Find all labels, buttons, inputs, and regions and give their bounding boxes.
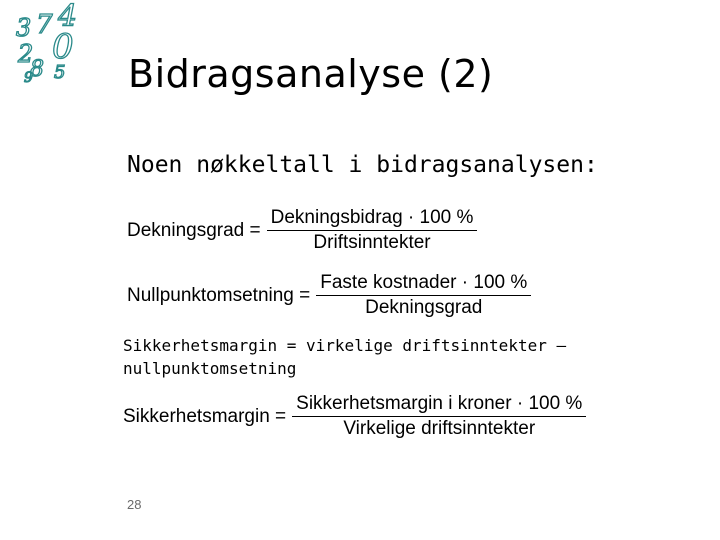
formula-fraction [292,393,586,440]
page-number: 28 [127,497,142,512]
logo-digit: 2 [18,40,34,68]
formula-lhs: Dekningsgrad = [127,219,261,241]
slide-title: Bidragsanalyse (2) [128,52,494,96]
formula-fraction [267,207,478,254]
logo-digit: 4 [58,2,78,34]
logo-digit: 3 [16,14,32,42]
intro-text: Noen nøkkeltall i bidragsanalysen: [127,152,598,178]
formula-sikkerhetsmargin [123,393,586,440]
formula-lhs: Sikkerhetsmargin = [123,405,287,427]
logo-digit: 7 [36,10,53,40]
formula-dekningsgrad [127,207,477,254]
formula-nullpunktomsetning [127,272,531,319]
logo-digit: 9 [24,70,33,86]
formula-numerator: Sikkerhetsmargin i kroner · 100 % [292,393,586,417]
formula-denominator: Driftsinntekter [313,232,431,253]
logo-digit: 8 [30,57,44,82]
safety-margin-text: Sikkerhetsmargin = virkelige driftsinntekter – nullpunktomsetning [123,336,567,378]
formula-denominator: Dekningsgrad [365,297,483,318]
formula-numerator: Faste kostnader · 100 % [316,272,531,296]
formula-denominator: Virkelige driftsinntekter [343,418,536,439]
logo-digit: 5 [54,62,66,83]
formula-lhs: Nullpunktomsetning = [127,284,311,306]
logo-digit: 0 [52,27,74,67]
numbers-logo [12,2,90,86]
formula-fraction [316,272,531,319]
formula-numerator: Dekningsbidrag · 100 % [267,207,478,231]
